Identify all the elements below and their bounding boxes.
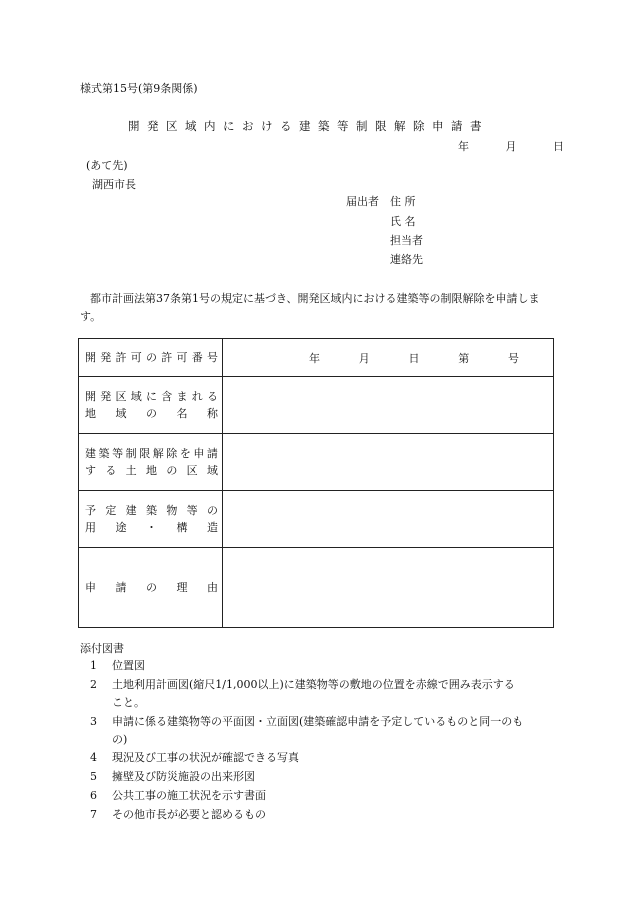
row-label-line [85, 349, 218, 366]
label-char: 可 [130, 351, 142, 364]
attachment-item [90, 787, 555, 805]
row-label [79, 491, 223, 548]
label-char: 開 [85, 390, 96, 403]
label-char: 域 [115, 407, 127, 420]
attachment-text: その他市長が必要と認めるもの [112, 808, 266, 821]
label-char: 建 [125, 504, 137, 517]
label-char: る [207, 390, 218, 403]
recipient-name: 湖西市長 [92, 178, 136, 191]
label-char: 等 [112, 447, 124, 460]
label-char: 番 [191, 351, 203, 364]
label-char: ・ [146, 521, 157, 534]
label-char: に [146, 390, 157, 403]
applicant-name-label: 氏 名 [390, 215, 416, 228]
label-char: 域 [206, 464, 218, 477]
attachment-text: 擁壁及び防災施設の出来形図 [112, 770, 255, 783]
label-char: 除 [166, 447, 178, 460]
building-use-row [79, 491, 554, 548]
label-char: 地 [145, 464, 157, 477]
row-label-line [85, 462, 218, 479]
label-char: 号 [207, 351, 218, 364]
label-char: 発 [100, 351, 112, 364]
label-char: 申 [85, 581, 96, 594]
row-value-cell[interactable] [223, 377, 554, 434]
attachment-item [90, 749, 555, 767]
label-char: る [105, 464, 117, 477]
label-char: 物 [166, 504, 178, 517]
row-label [79, 548, 223, 628]
attachments-heading: 添付図書 [80, 642, 124, 655]
label-char: ま [176, 390, 188, 403]
row-label-line [85, 502, 218, 519]
label-char: の [146, 581, 157, 594]
date-year: 年 [458, 140, 469, 153]
label-char: 解 [152, 447, 164, 460]
label-char: 限 [139, 447, 151, 460]
label-char: を [179, 447, 191, 460]
label-char: 区 [186, 464, 198, 477]
label-char: 制 [125, 447, 137, 460]
document-title: 開発区域内における建築等制限解除申請書 [128, 119, 489, 133]
label-char: 理 [176, 581, 188, 594]
attachment-text: 公共工事の施工状況を示す書面 [112, 789, 266, 802]
permit-number-part: 日 [408, 351, 420, 365]
permit-number-part: 号 [508, 351, 519, 365]
row-label-line [85, 388, 218, 405]
attachment-item [90, 806, 555, 824]
row-label-line [85, 579, 218, 596]
attachment-number: 2 [90, 678, 97, 691]
label-char: の [166, 464, 178, 477]
label-char: 由 [207, 581, 218, 594]
label-char: 構 [176, 521, 188, 534]
attachment-number: 3 [90, 715, 97, 728]
row-value-cell[interactable] [223, 548, 554, 628]
permit-number-part: 月 [358, 351, 370, 365]
application-statement: 都市計画法第37条第1号の規定に基づき、開発区域内における建築等の制限解除を申請します。 [80, 292, 540, 323]
permit-number-part: 年 [309, 351, 320, 365]
label-char: 途 [115, 521, 127, 534]
permit-number-row [79, 339, 554, 377]
label-char: 可 [176, 351, 188, 364]
label-char: 予 [85, 504, 96, 517]
permit-number-value [223, 350, 553, 366]
label-char: の [146, 351, 157, 364]
attachment-item [90, 676, 555, 712]
label-char: 等 [186, 504, 198, 517]
label-char: 含 [161, 390, 173, 403]
attachment-text-continued: こと。 [112, 696, 145, 709]
label-char: 許 [115, 351, 127, 364]
application-table [78, 338, 554, 628]
land-zone-row [79, 434, 554, 491]
label-char: 地 [85, 407, 96, 420]
attachment-item [90, 713, 555, 749]
attachment-item [90, 768, 555, 786]
row-value-cell[interactable] [223, 491, 554, 548]
date-line [458, 138, 564, 154]
label-char: 建 [85, 447, 96, 460]
row-label [79, 434, 223, 491]
label-char: 区 [115, 390, 127, 403]
label-char: 土 [125, 464, 137, 477]
label-char: 名 [176, 407, 188, 420]
label-char: 発 [100, 390, 112, 403]
applicant-phone-label: 連絡先 [390, 253, 423, 266]
label-char: の [146, 407, 157, 420]
row-value-cell[interactable] [223, 339, 554, 377]
reason-row [79, 548, 554, 628]
form-number: 様式第15号(第9条関係) [80, 82, 198, 95]
label-char: 開 [85, 351, 96, 364]
row-label [79, 339, 223, 377]
row-value-cell[interactable] [223, 434, 554, 491]
row-label-line [85, 519, 218, 536]
label-char: 請 [206, 447, 218, 460]
label-char: す [85, 464, 96, 477]
attachment-text: 土地利用計画図(縮尺1/1,000以上)に建築物等の敷地の位置を赤線で囲み表示する [112, 678, 515, 691]
date-month: 月 [505, 140, 517, 153]
attachment-text: 申請に係る建築物等の平面図・立面図(建築確認申請を予定しているものと同一のも [112, 715, 524, 728]
attachment-item [90, 657, 555, 675]
label-char: 定 [105, 504, 117, 517]
applicant-address-label: 住 所 [390, 195, 416, 208]
label-char: の [206, 504, 218, 517]
attachment-number: 4 [90, 751, 97, 764]
label-char: 許 [161, 351, 173, 364]
date-day: 日 [553, 140, 564, 153]
label-char: 域 [130, 390, 142, 403]
addressee-label: (あて先) [86, 159, 128, 172]
applicant-label: 届出者 [346, 195, 379, 208]
label-char: 請 [115, 581, 127, 594]
label-char: 築 [145, 504, 157, 517]
label-char: 申 [193, 447, 205, 460]
label-char: 造 [207, 521, 218, 534]
row-label-line [85, 405, 218, 422]
label-char: 築 [98, 447, 110, 460]
label-char: れ [191, 390, 203, 403]
attachment-text-continued: の) [112, 733, 128, 746]
attachment-text: 現況及び工事の状況が確認できる写真 [112, 751, 299, 764]
permit-number-part: 第 [458, 351, 470, 365]
row-label [79, 377, 223, 434]
row-label-line [85, 445, 218, 462]
label-char: 用 [85, 521, 96, 534]
attachment-number: 6 [90, 789, 97, 802]
attachment-number: 7 [90, 808, 97, 821]
attachment-number: 1 [90, 659, 97, 672]
label-char: 称 [207, 407, 218, 420]
area-name-row [79, 377, 554, 434]
attachment-text: 位置図 [112, 659, 145, 672]
attachment-number: 5 [90, 770, 97, 783]
applicant-contact-person-label: 担当者 [390, 234, 423, 247]
